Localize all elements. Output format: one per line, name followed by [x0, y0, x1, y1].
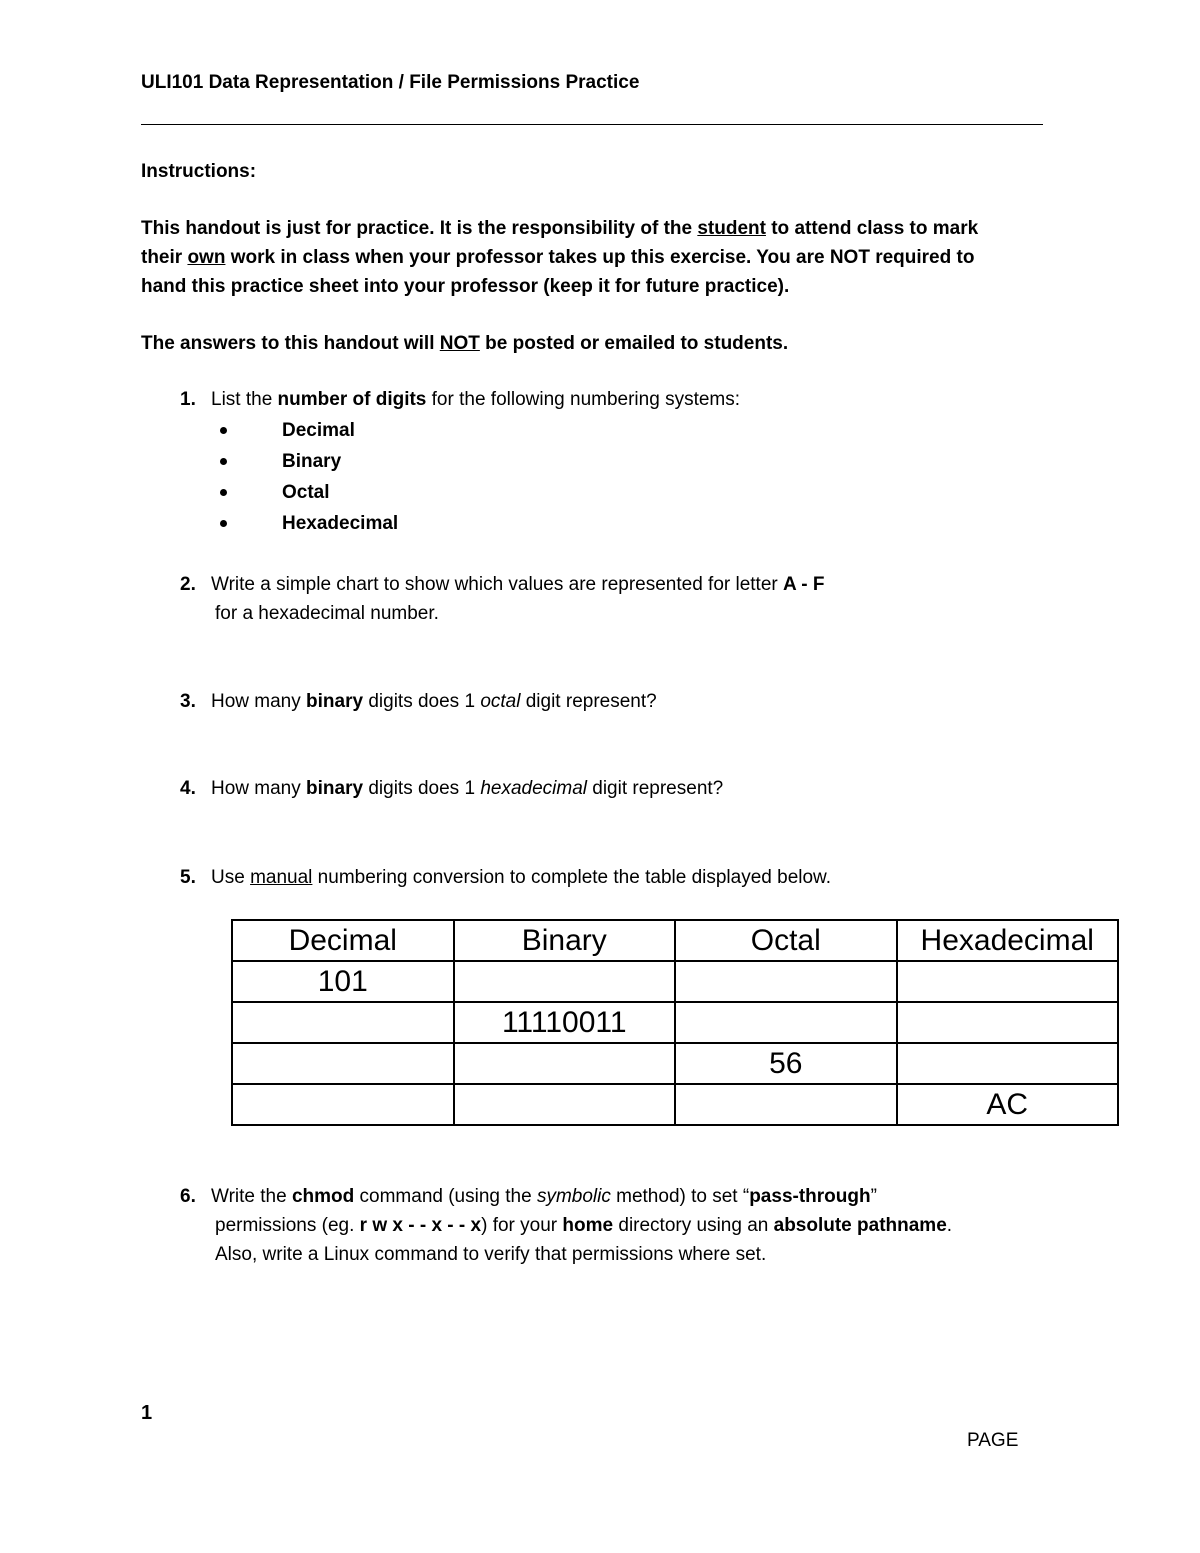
list-item: Hexadecimal	[220, 508, 398, 539]
question-3: 3. How many binary digits does 1 octal digit represent?	[180, 691, 657, 712]
table-cell: AC	[897, 1084, 1119, 1125]
instructions-paragraph	[141, 214, 978, 301]
table-cell	[897, 961, 1119, 1002]
page-number: 1	[141, 1402, 153, 1424]
question-1: 1. List the number of digits for the following numbering systems:	[180, 389, 741, 410]
instructions-line-3: hand this practice sheet into your professor (keep it for future practice).	[141, 276, 790, 297]
table-cell	[675, 1084, 897, 1125]
question-2: 2. Write a simple chart to show which values are represented for letter A - F for a hexadecimal number.	[180, 574, 825, 624]
table-header-row	[232, 920, 1118, 961]
table-row	[232, 1043, 1118, 1084]
bullet-icon	[220, 520, 227, 527]
table-cell	[232, 1043, 454, 1084]
instructions-heading: Instructions:	[141, 161, 257, 182]
list-item: Decimal	[220, 415, 398, 446]
question-5: 5. Use manual numbering conversion to complete the table displayed below.	[180, 867, 832, 888]
table-row	[232, 1084, 1118, 1125]
table-header-cell: Hexadecimal	[897, 920, 1119, 961]
table-cell	[675, 961, 897, 1002]
page-label: PAGE	[967, 1430, 1019, 1451]
instructions-line-2: their own work in class when your professor takes up this exercise. You are NOT required to	[141, 247, 975, 268]
answers-notice: The answers to this handout will NOT be posted or emailed to students.	[141, 333, 789, 354]
bullet-icon	[220, 427, 227, 434]
table-header-cell: Decimal	[232, 920, 454, 961]
table-cell	[675, 1002, 897, 1043]
table-header-cell: Binary	[454, 920, 676, 961]
list-item: Octal	[220, 477, 398, 508]
table-cell	[454, 961, 676, 1002]
table-cell	[454, 1084, 676, 1125]
list-item: Binary	[220, 446, 398, 477]
table-row	[232, 961, 1118, 1002]
header-divider	[141, 124, 1043, 125]
table-cell	[897, 1002, 1119, 1043]
bullet-icon	[220, 458, 227, 465]
conversion-table	[231, 919, 1119, 1126]
table-cell: 56	[675, 1043, 897, 1084]
page-title: ULI101 Data Representation / File Permissions Practice	[141, 72, 640, 93]
table-cell	[232, 1002, 454, 1043]
table-cell	[232, 1084, 454, 1125]
table-cell	[454, 1043, 676, 1084]
table-cell	[897, 1043, 1119, 1084]
bullet-icon	[220, 489, 227, 496]
question-1-bullets	[220, 415, 398, 539]
table-header-cell: Octal	[675, 920, 897, 961]
question-6: 6. Write the chmod command (using the symbolic method) to set “pass-through” permissions (eg. r w x - - x - - x) for your home directory using an absolute pathname. Also, write a Linux command to verify that permissions where set.	[180, 1186, 953, 1265]
question-4: 4. How many binary digits does 1 hexadecimal digit represent?	[180, 778, 724, 799]
table-row	[232, 1002, 1118, 1043]
table-cell: 101	[232, 961, 454, 1002]
table-cell: 11110011	[454, 1002, 676, 1043]
instructions-line-1: This handout is just for practice. It is the responsibility of the student to attend class to mark	[141, 218, 979, 239]
